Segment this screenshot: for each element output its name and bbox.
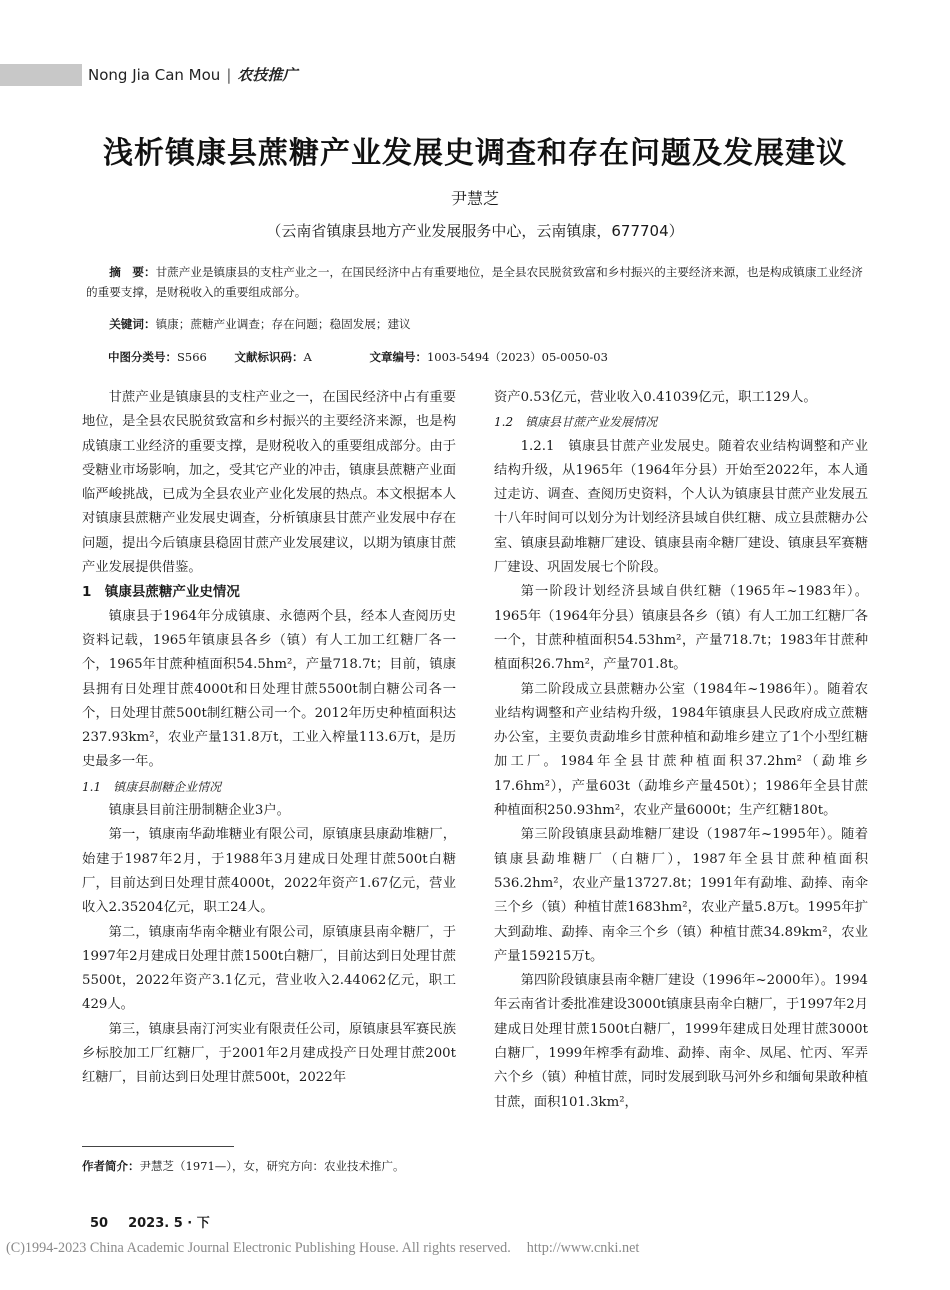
- right-column: [494, 386, 868, 1115]
- article-metadata: [108, 347, 868, 367]
- article-number-value: 1003-5494（2023）05-0050-03: [426, 350, 608, 364]
- keywords-label: 关键词：: [109, 317, 156, 331]
- copyright-url[interactable]: http://www.cnki.net: [526, 1240, 640, 1256]
- paragraph: 第三，镇康县南汀河实业有限责任公司，原镇康县军赛民族乡标胶加工厂红糖厂，于2001年2月建成投产日处理甘蔗200t红糖厂，目前达到日处理甘蔗500t，2022年: [82, 1021, 456, 1086]
- issue-info: 2023. 5 · 下: [128, 1216, 210, 1231]
- footnote-divider: [82, 1146, 234, 1147]
- author-footnote: [82, 1157, 462, 1175]
- section-name: 农技推广: [237, 66, 298, 84]
- article-title: 浅析镇康县蔗糖产业发展史调查和存在问题及发展建议: [103, 136, 847, 171]
- intro-paragraph: 甘蔗产业是镇康县的支柱产业之一，在国民经济中占有重要地位，是全县农民脱贫致富和乡村振兴的主要经济来源，也是构成镇康工业经济的重要支撑，是财税收入的重要组成部分。由于受糖业市场影响，加之，受其它产业的冲击，镇康县蔗糖产业面临严峻挑战，已成为全县农业产业化发展的热点。本文根据本人对镇康县蔗糖产业发展史调查，分析镇康县甘蔗产业发展中存在问题，提出今后镇康县稳固甘蔗产业发展建议，以期为镇康甘蔗产业发展提供借鉴。: [82, 390, 456, 576]
- paragraph: 第三阶段镇康县勐堆糖厂建设（1987年~1995年）。随着镇康县勐堆糖厂（白糖厂），1987年全县甘蔗种植面积536.2hm²，农业产量13727.8t；1991年有勐堆、勐捧、南伞三个乡（镇）种植甘蔗1683hm²，农业产量5.8万t。1995年扩大到勐堆、勐捧、南伞三个乡（镇）种植甘蔗34.89km²，农业产量159215万t。: [494, 827, 868, 964]
- doc-code-label: 文献标识码：: [234, 350, 304, 364]
- keywords-text: 镇康；蔗糖产业调查；存在问题；稳固发展；建议: [155, 317, 411, 331]
- page-number: 50: [90, 1216, 109, 1231]
- author-affiliation: （云南省镇康县地方产业发展服务中心，云南镇康，677704）: [266, 222, 684, 240]
- page-footer: [90, 1212, 210, 1231]
- paragraph: 镇康县于1964年分成镇康、永德两个县，经本人查阅历史资料记载，1965年镇康县各乡（镇）有人工加工红糖厂各一个，1965年甘蔗种植面积54.5hm²，产量718.7t；目前，镇康县拥有日处理甘蔗4000t和日处理甘蔗5500t制白糖公司各一个，日处理甘蔗500t制红糖公司一个。2012年历史种植面积达237.93km²，农业产量131.8万t，工业入榨量113.6万t，是历史最多一年。: [82, 608, 456, 770]
- clc-label: 中图分类号：: [108, 350, 177, 364]
- paragraph: 镇康县目前注册制糖企业3户。: [108, 803, 290, 819]
- paragraph: 资产0.53亿元，营业收入0.41039亿元，职工129人。: [494, 390, 817, 405]
- doc-code-value: A: [303, 350, 312, 364]
- paragraph: 第二，镇康南华南伞糖业有限公司，原镇康县南伞糖厂，于1997年2月建成日处理甘蔗1500t白糖厂，目前达到日处理甘蔗5500t，2022年资产3.1亿元，营业收入2.44062亿元，职工429人。: [82, 924, 457, 1013]
- header-separator: |: [226, 66, 232, 84]
- keywords: [86, 314, 870, 334]
- footnote-text: 尹慧芝（1971—），女，研究方向：农业技术推广。: [139, 1159, 405, 1173]
- paragraph: 第四阶段镇康县南伞糖厂建设（1996年~2000年）。1994年云南省计委批准建设3000t镇康县南伞白糖厂，于1997年2月建成日处理甘蔗1500t白糖厂，1999年建成日处理甘蔗3000t白糖厂，1999年榨季有勐堆、勐捧、南伞、凤尾、忙丙、军弄六个乡（镇）种植甘蔗，同时发展到耿马河外乡和缅甸果敢种植甘蔗，面积101.3km²，: [494, 973, 869, 1110]
- paragraph: 第一阶段计划经济县域自供红糖（1965年~1983年）。1965年（1964年分县）镇康县各乡（镇）有人工加工红糖厂各一个，甘蔗种植面积54.53hm²，产量718.7t；1983年甘蔗种植面积26.7hm²，产量701.8t。: [494, 584, 868, 673]
- copyright-text: (C)1994-2023 China Academic Journal Electronic Publishing House. All rights reserved.: [6, 1240, 511, 1256]
- clc-value: S566: [177, 350, 207, 364]
- subsection-heading-1-1: 1.1 镇康县制糖企业情况: [82, 779, 222, 794]
- running-header: [88, 64, 297, 86]
- subsection-heading-1-2: 1.2 镇康县甘蔗产业发展情况: [494, 415, 658, 430]
- author-name: 尹慧芝: [450, 189, 499, 208]
- abstract: [86, 262, 870, 302]
- article-number-label: 文章编号：: [369, 350, 427, 364]
- footnote-label: 作者简介：: [82, 1159, 140, 1173]
- section-heading-1: 1 镇康县蔗糖产业史情况: [82, 584, 240, 601]
- paragraph: 第二阶段成立县蔗糖办公室（1984年~1986年）。随着农业结构调整和产业结构升级，1984年镇康县人民政府成立蔗糖办公室，主要负责勐堆乡甘蔗种植和勐堆乡建立了1个小型红糖加工厂。1984年全县甘蔗种植面积37.2hm²（勐堆乡17.6hm²），产量603t（勐堆乡产量450t）；1986年全县甘蔗种植面积250.93hm²，农业产量6000t；生产红糖180t。: [494, 681, 868, 819]
- paragraph: 第一，镇康南华勐堆糖业有限公司，原镇康县康勐堆糖厂，始建于1987年2月，于1988年3月建成日处理甘蔗500t白糖厂，目前达到日处理甘蔗4000t，2022年资产1.67亿元，营业收入2.35204亿元，职工24人。: [82, 827, 456, 916]
- abstract-text: 甘蔗产业是镇康县的支柱产业之一，在国民经济中占有重要地位，是全县农民脱贫致富和乡村振兴的主要经济来源，也是构成镇康工业经济的重要支撑，是财税收入的重要组成部分。: [86, 265, 863, 299]
- header-accent-bar: [0, 64, 82, 86]
- copyright-line: [6, 1240, 946, 1257]
- left-column: [82, 386, 456, 1091]
- paragraph: 1.2.1 镇康县甘蔗产业发展史。随着农业结构调整和产业结构升级，从1965年（1964年分县）开始至2022年，本人通过走访、调查、查阅历史资料，个人认为镇康县甘蔗产业发展五十八年时间可以划分为计划经济县域自供红糖、成立县蔗糖办公室、镇康县勐堆糖厂建设、镇康县南伞糖厂建设、镇康县军赛糖厂建设、巩固发展七个阶段。: [494, 438, 868, 576]
- abstract-label: 摘 要：: [109, 265, 156, 279]
- journal-name: Nong Jia Can Mou: [88, 66, 221, 84]
